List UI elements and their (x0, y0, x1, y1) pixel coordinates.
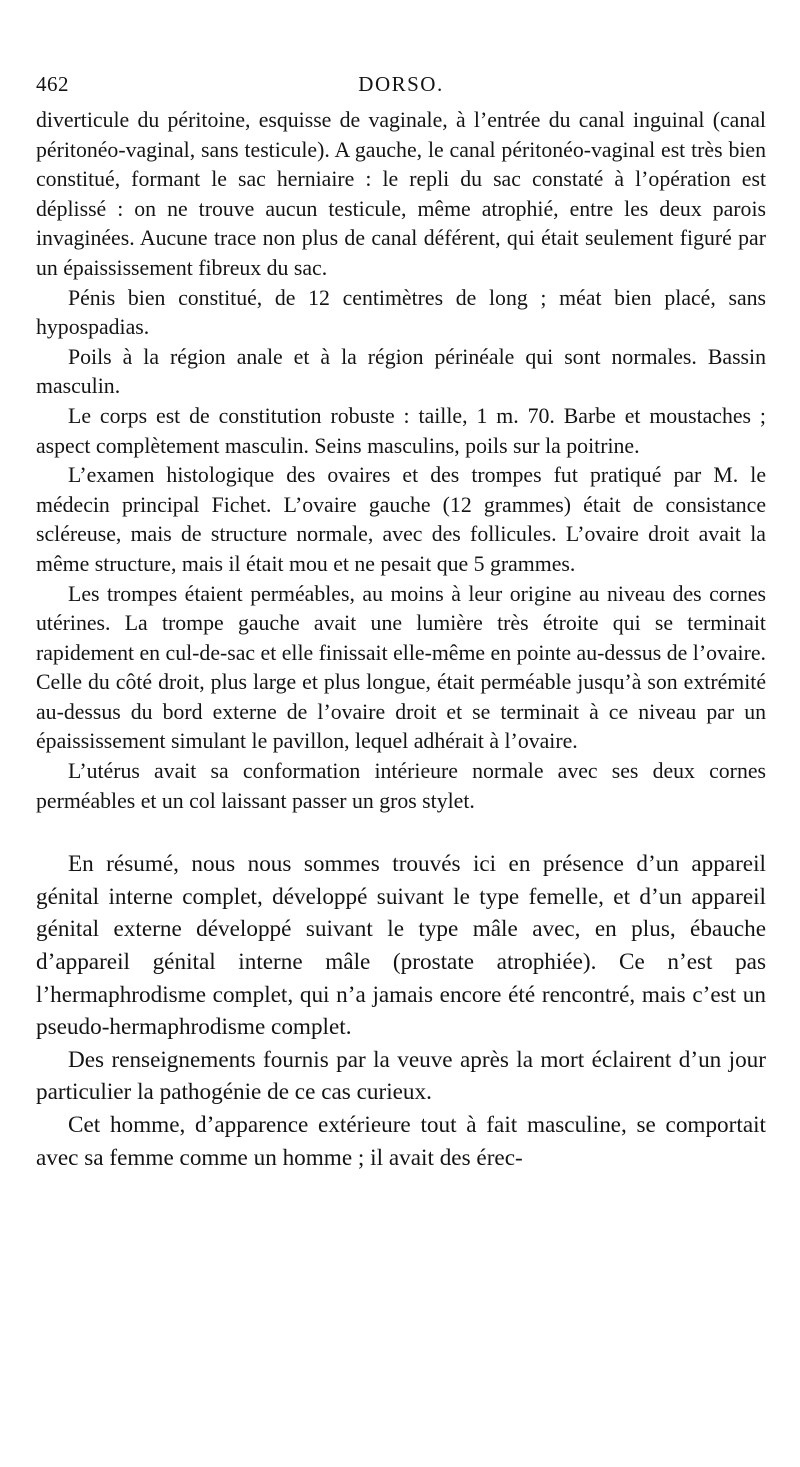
paragraph-hair: Poils à la région anale et à la région périnéale qui sont normales. Bassin masculin. (36, 344, 766, 399)
page-number: 462 (36, 72, 69, 96)
paragraph-ovaries: L’examen histologique des ovaires et des trompes fut pratiqué par M. le médecin principal Fichet. L’ovaire gauche (12 grammes) était de consistance scléreuse, mais de structure normale, avec des follicules. L’ovaire droit avait la même structure, mais il était mou et ne pesait que 5 grammes. (36, 463, 766, 576)
paragraph-penis: Pénis bien constitué, de 12 centimètres de long ; méat bien placé, sans hypospadias. (36, 285, 766, 340)
summary-section (36, 848, 766, 1174)
paragraph-tubes: Les trompes étaient perméables, au moins à leur origine au niveau des cornes utérines. La trompe gauche avait une lumière très étroite qui se terminait rapidement en cul-de-sac et elle finissait elle-même en pointe au-dessus de l’ovaire. Celle du côté droit, plus large et plus longue, était perméable jusqu’à son extrémité au-dessus du bord externe de l’ovaire droit et se terminait à ce niveau par un épaississement simulant le pavillon, lequel adhérait à l’ovaire. (36, 581, 766, 754)
case-description (36, 106, 766, 816)
paragraph-uterus: L’utérus avait sa conformation intérieure normale avec ses deux cornes perméables et un col laissant passer un gros stylet. (36, 759, 766, 813)
paragraph-summary: En résumé, nous nous sommes trouvés ici en présence d’un appareil génital interne complet, développé suivant le type femelle, et d’un appareil génital externe développé suivant le type mâle avec, en plus, ébauche d’appareil génital interne mâle (prostate atrophiée). Ce n’est pas l’hermaphrodisme complet, qui n’a jamais encore été rencontré, mais c’est un pseudo-hermaphrodisme complet. (36, 851, 766, 1041)
book-page (36, 72, 766, 1174)
paragraph-peritoneum: diverticule du péritoine, esquisse de vaginale, à l’entrée du canal inguinal (canal péritonéo-vaginal, sans testicule). A gauche, le canal péritonéo-vaginal est très bien constitué, formant le sac herniaire : le repli du sac constaté à l’opération est déplissé : on ne trouve aucun testicule, même atrophié, entre les deux parois invaginées. Aucune trace non plus de canal déférent, qui était seulement figuré par un épaississement fibreux du sac. (36, 108, 766, 280)
running-head: DORSO. (358, 72, 444, 96)
page-header (36, 72, 766, 106)
paragraph-body: Le corps est de constitution robuste : taille, 1 m. 70. Barbe et moustaches ; aspect complètement masculin. Seins masculins, poils sur la poitrine. (36, 403, 766, 458)
paragraph-behavior: Cet homme, d’apparence extérieure tout à fait masculine, se comportait avec sa femme comme un homme ; il avait des érec- (36, 1112, 766, 1171)
paragraph-widow-info: Des renseignements fournis par la veuve après la mort éclairent d’un jour particulier la pathogénie de ce cas curieux. (36, 1046, 766, 1106)
